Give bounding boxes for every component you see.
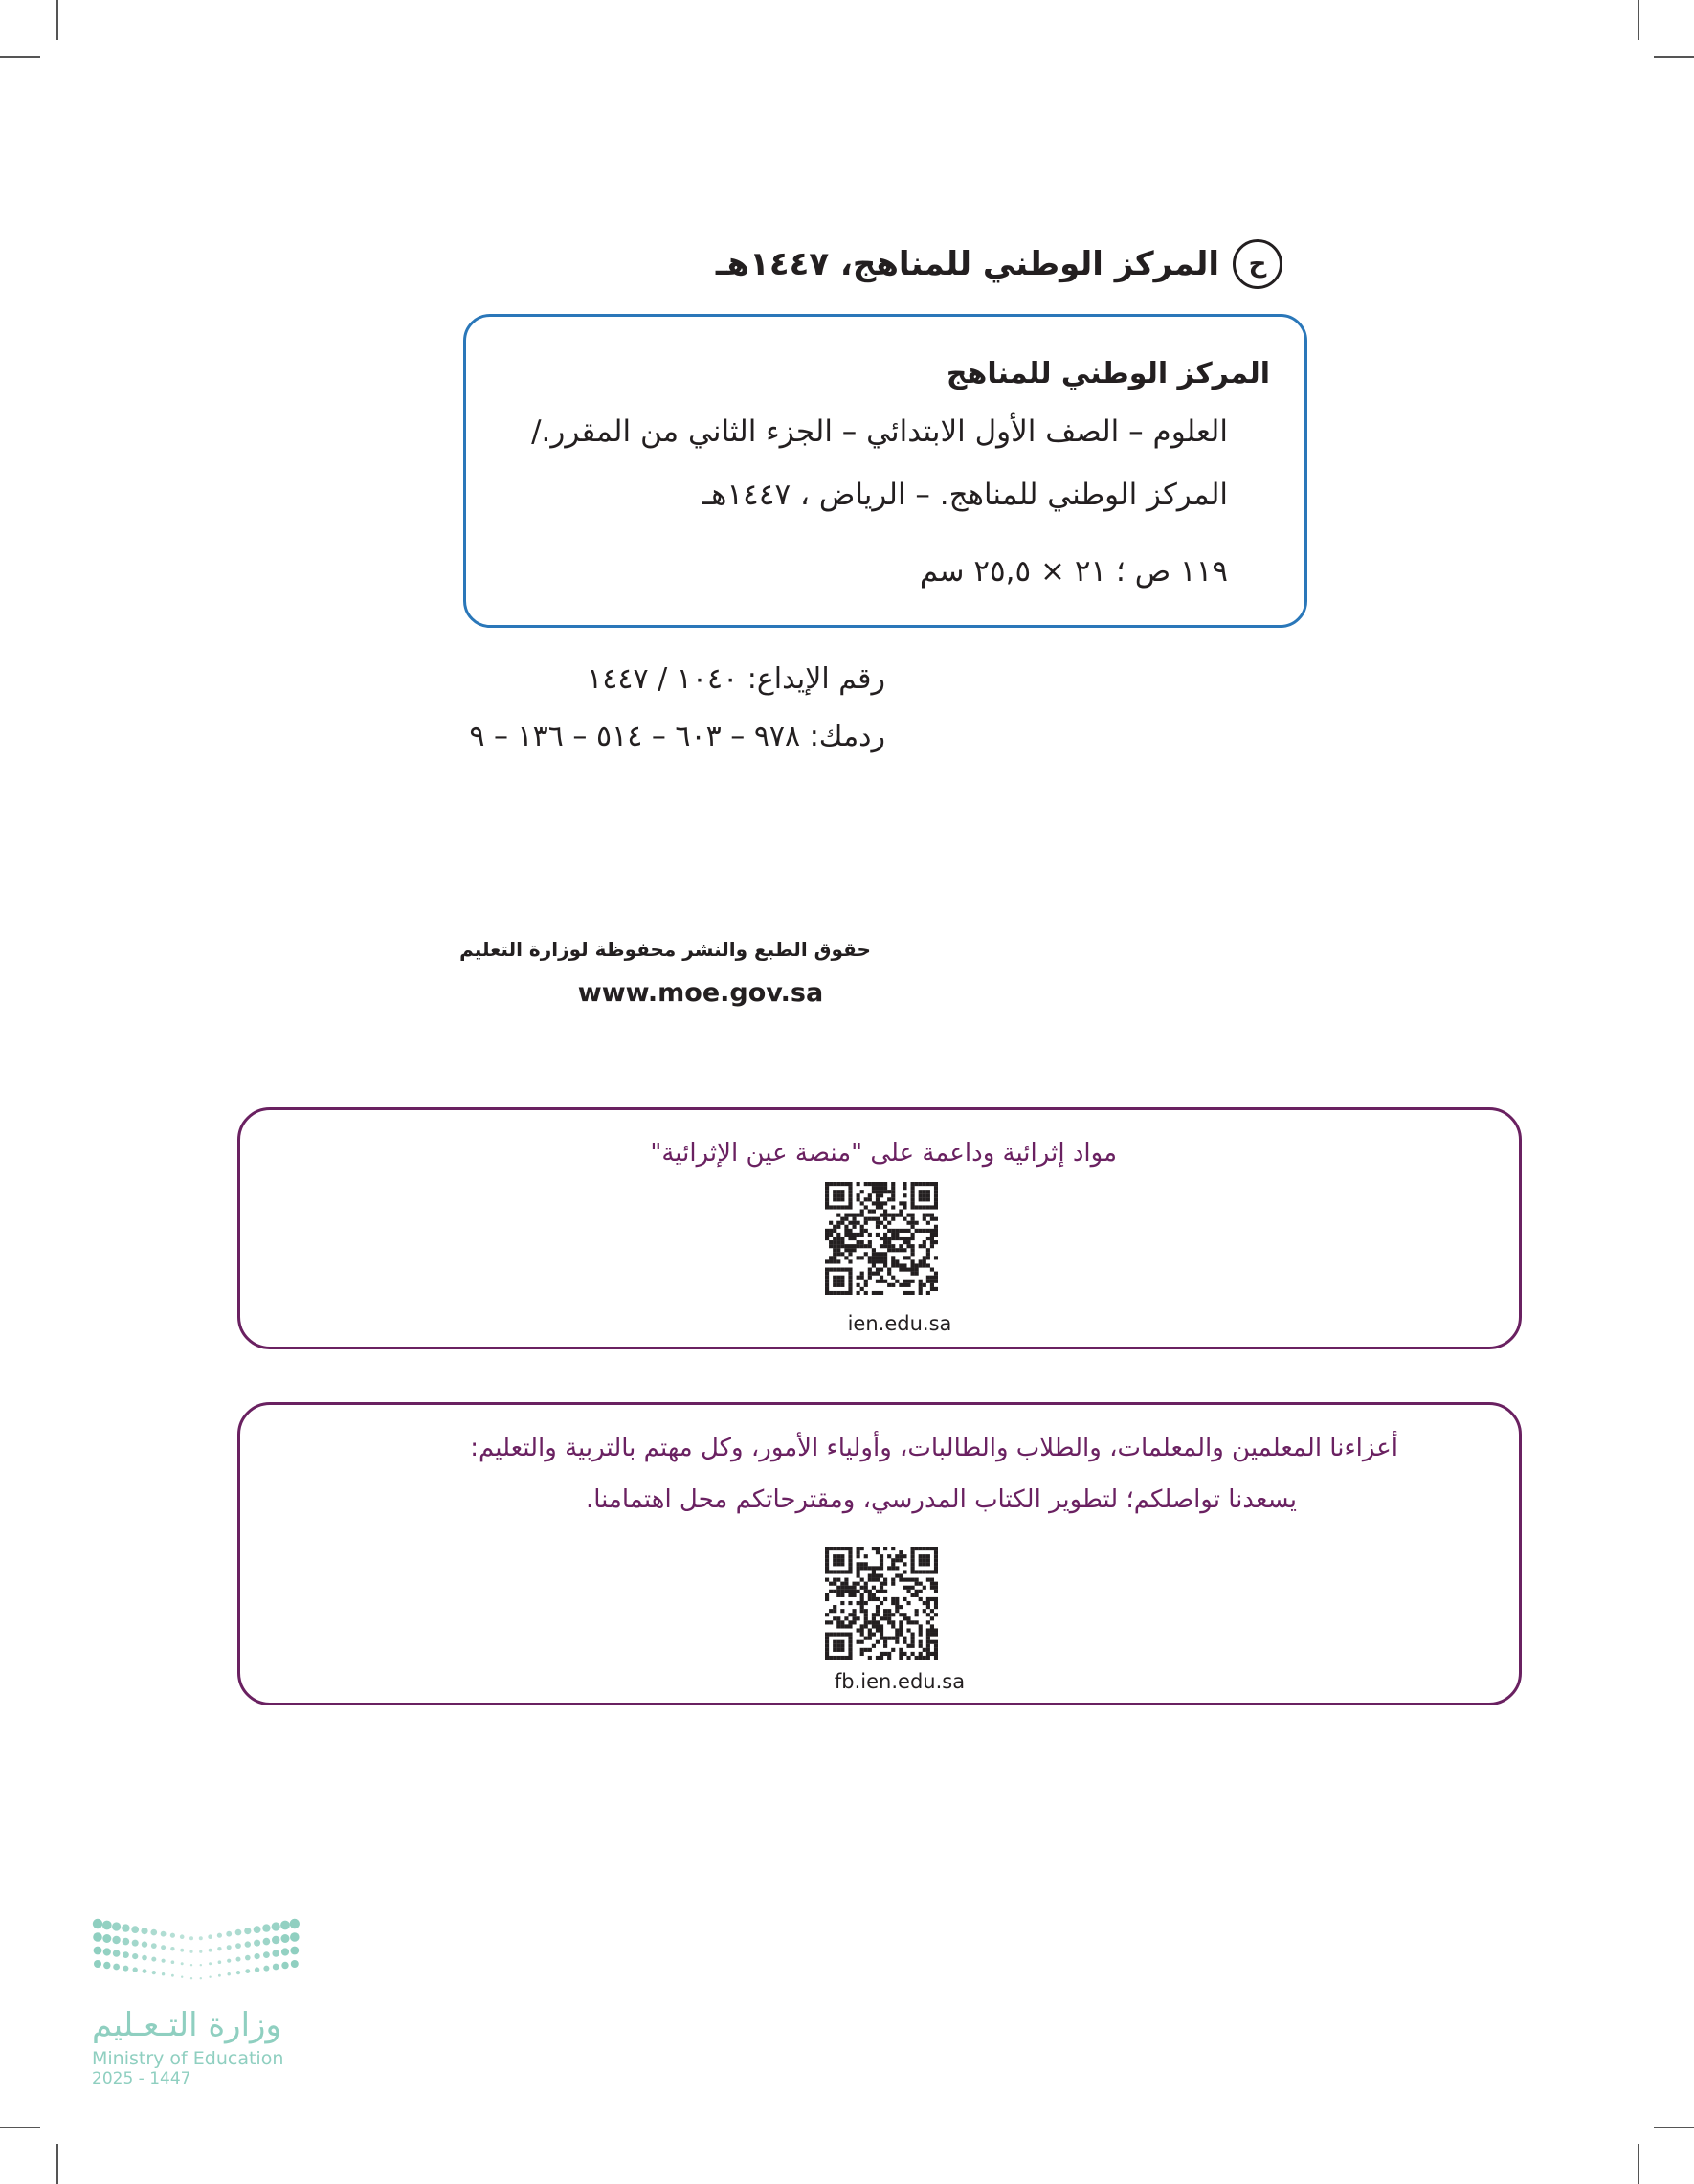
catalog-physical-line: ١١٩ ص ؛ ٢١ × ٢٥,٥ سم (919, 554, 1228, 589)
cataloging-box (463, 314, 1307, 628)
crop-mark (0, 56, 40, 58)
ministry-year: 2025 - 1447 (92, 2069, 191, 2088)
catalog-imprint-line: المركز الوطني للمناهج. – الرياض ، ١٤٤٧هـ (702, 478, 1228, 512)
feedback-greeting: أعزاءنا المعلمين والمعلمات، والطلاب والطالبات، وأولياء الأمور، وكل مهتم بالتربية والتعليم: (470, 1434, 1398, 1462)
isbn-number: ردمك: ٩٧٨ – ٦٠٣ – ٥١٤ – ١٣٦ – ٩ (469, 720, 885, 753)
deposit-number: رقم الإيداع: ١٠٤٠ / ١٤٤٧ (587, 662, 885, 696)
crop-mark (0, 2127, 40, 2128)
rights-statement: حقوق الطبع والنشر محفوظة لوزارة التعليم (459, 938, 871, 961)
ien-platform-box (237, 1107, 1522, 1349)
copyright-symbol: ح (1233, 239, 1282, 289)
feedback-box (237, 1402, 1522, 1705)
catalog-title-line: العلوم – الصف الأول الابتدائي – الجزء الثاني من المقرر./ (531, 414, 1228, 449)
ministry-english-name: Ministry of Education (92, 2048, 284, 2069)
ministry-dots-emblem-icon (92, 1916, 302, 1993)
ministry-logo (92, 1916, 302, 2088)
copyright-line (716, 239, 1282, 289)
website-link[interactable]: www.moe.gov.sa (577, 978, 824, 1008)
qr-code-icon[interactable] (825, 1547, 938, 1660)
feedback-message: يسعدنا تواصلكم؛ لتطوير الكتاب المدرسي، ومقترحاتكم محل اهتمامنا. (585, 1485, 1297, 1514)
feedback-url[interactable]: fb.ien.edu.sa (834, 1670, 966, 1693)
crop-mark (56, 2144, 58, 2184)
ien-url[interactable]: ien.edu.sa (847, 1312, 952, 1335)
ien-box-title: مواد إثرائية وداعمة على "منصة عين الإثرائية" (650, 1139, 1117, 1168)
qr-code-icon[interactable] (825, 1182, 938, 1295)
ministry-arabic-name: وزارة التـعـليم (92, 2006, 281, 2044)
crop-mark (1638, 0, 1639, 40)
crop-mark (1638, 2144, 1639, 2184)
crop-mark (1654, 2127, 1694, 2128)
crop-mark (1654, 56, 1694, 58)
catalog-publisher: المركز الوطني للمناهج (946, 357, 1270, 390)
crop-mark (56, 0, 58, 40)
copyright-text: المركز الوطني للمناهج، ١٤٤٧هـ (715, 245, 1219, 283)
